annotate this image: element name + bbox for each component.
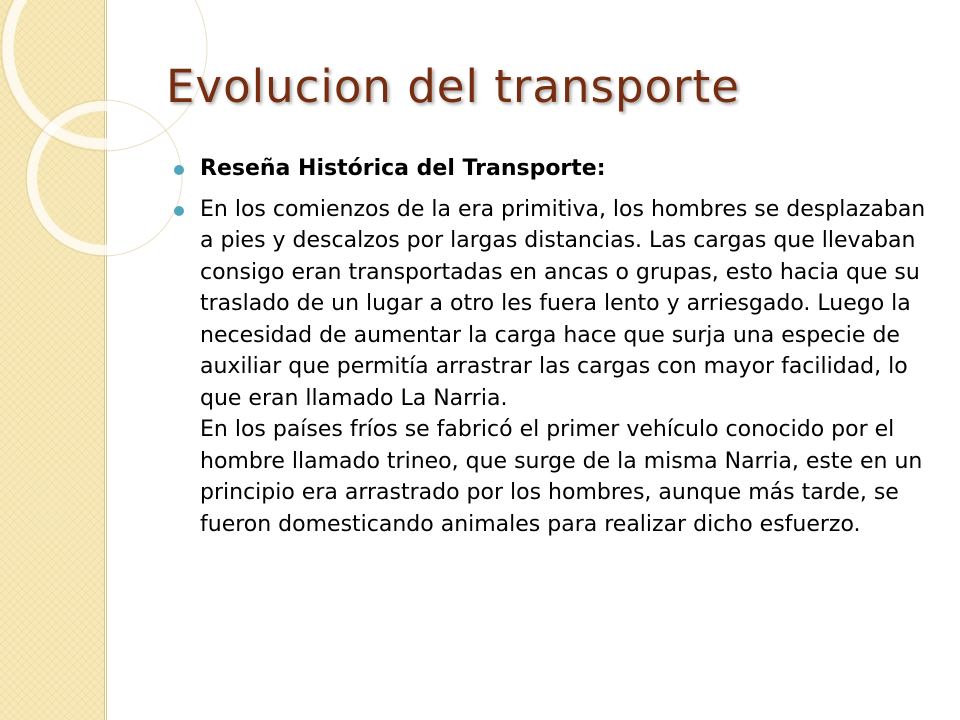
bullet-heading-text: Reseña Histórica del Transporte: <box>200 156 606 181</box>
bullet-body-paragraph-2: En los países fríos se fabricó el primer vehículo conocido por el hombre llamado trineo, que surge de la misma Narria, este en un principio era arrastrado por los hombres, aunque más tarde, se fueron domesticando animales para realizar dicho esfuerzo. <box>200 417 923 537</box>
decorative-side-band <box>0 0 105 720</box>
bullet-dot-icon <box>174 165 184 175</box>
bullet-body-paragraph-1: En los comienzos de la era primitiva, los hombres se desplazaban a pies y descalzos por largas distancias. Las cargas que llevaban consigo eran transportadas en ancas o grupas, esto hacia que su traslado de un lugar a otro les fuera lento y arriesgado. Luego la necesidad de aumentar la carga hace que surja una especie de auxiliar que permitía arrastrar las cargas con mayor facilidad, lo que eran llamado La Narria. <box>200 196 926 411</box>
bullet-item-body <box>174 194 934 541</box>
side-divider-line <box>106 0 107 720</box>
bullet-dot-icon <box>174 206 184 216</box>
bullet-list <box>174 153 934 549</box>
bullet-item-heading <box>174 153 934 185</box>
slide-title: Evolucion del transporte <box>166 60 740 113</box>
